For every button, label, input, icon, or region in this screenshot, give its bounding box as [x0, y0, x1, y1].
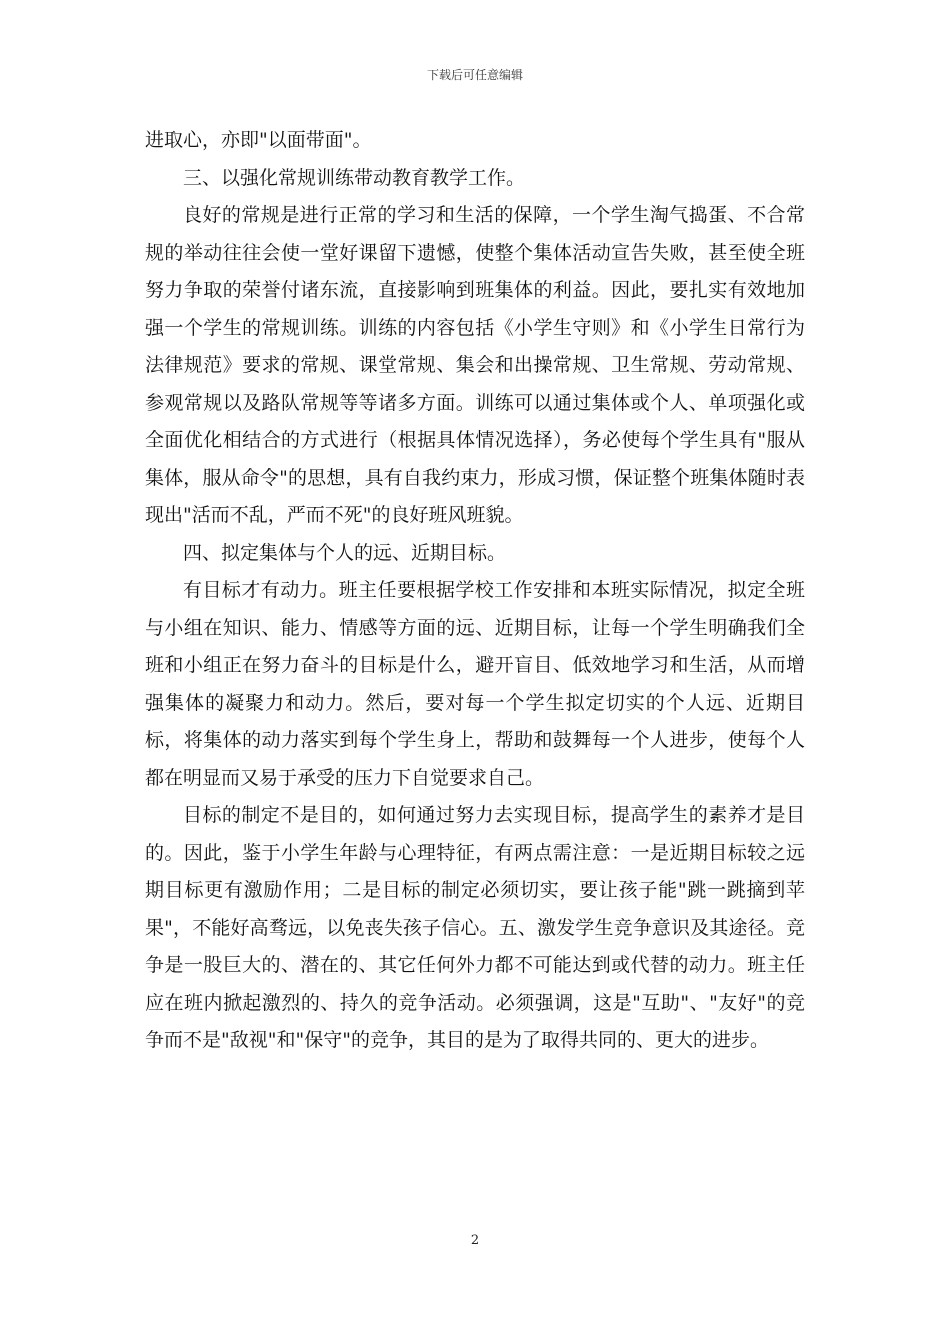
page-number: 2 [470, 1233, 480, 1248]
page-header: 下载后可任意编辑 [426, 68, 523, 82]
paragraph-continuation: 进取心，亦即"以面带面"。 [145, 129, 372, 151]
section-heading-three: 三、以强化常规训练带动教育教学工作。 [183, 166, 526, 189]
paragraph-goals: 有目标才有动力。班主任要根据学校工作安排和本班实际情况，拟定全班与小组在知识、能力、情感等方面的远、近期目标，让每一个学生明确我们全班和小组正在努力奋斗的目标是什么，避开盲目、低效地学习和生活，从而增强集体的凝聚力和动力。然后，要对每一个学生拟定切实的个人远、近期目标，将集体的动力落实到每个学生身上，帮助和鼓舞每一个人进步，使每个人都在明显而又易于承受的压力下自觉要求自己。 [145, 579, 805, 789]
paragraph-goal-setting: 目标的制定不是目的，如何通过努力去实现目标，提高学生的素养才是目的。因此，鉴于小学生年龄与心理特征，有两点需注意：一是近期目标较之远期目标更有激励作用；二是目标的制定必须切实，要让孩子能"跳一跳摘到苹果"，不能好高骛远，以免丧失孩子信心。五、激发学生竞争意识及其途径。竞争是一股巨大的、潜在的、其它任何外力都不可能达到或代替的动力。班主任应在班内掀起激烈的、持久的竞争活动。必须强调，这是"互助"、"友好"的竞争而不是"敌视"和"保守"的竞争，其目的是为了取得共同的、更大的进步。 [145, 804, 805, 1051]
document-body [145, 122, 805, 1060]
section-heading-four: 四、拟定集体与个人的远、近期目标。 [183, 541, 507, 564]
paragraph-routine-training: 良好的常规是进行正常的学习和生活的保障，一个学生淘气捣蛋、不合常规的举动往往会使一堂好课留下遗憾，使整个集体活动宣告失败，甚至使全班努力争取的荣誉付诸东流，直接影响到班集体的利益。因此，要扎实有效地加强一个学生的常规训练。训练的内容包括《小学生守则》和《小学生日常行为法律规范》要求的常规、课堂常规、集会和出操常规、卫生常规、劳动常规、参观常规以及路队常规等等诸多方面。训练可以通过集体或个人、单项强化或全面优化相结合的方式进行（根据具体情况选择），务必使每个学生具有"服从集体，服从命令"的思想，具有自我约束力，形成习惯，保证整个班集体随时表现出"活而不乱，严而不死"的良好班风班貌。 [145, 204, 805, 526]
